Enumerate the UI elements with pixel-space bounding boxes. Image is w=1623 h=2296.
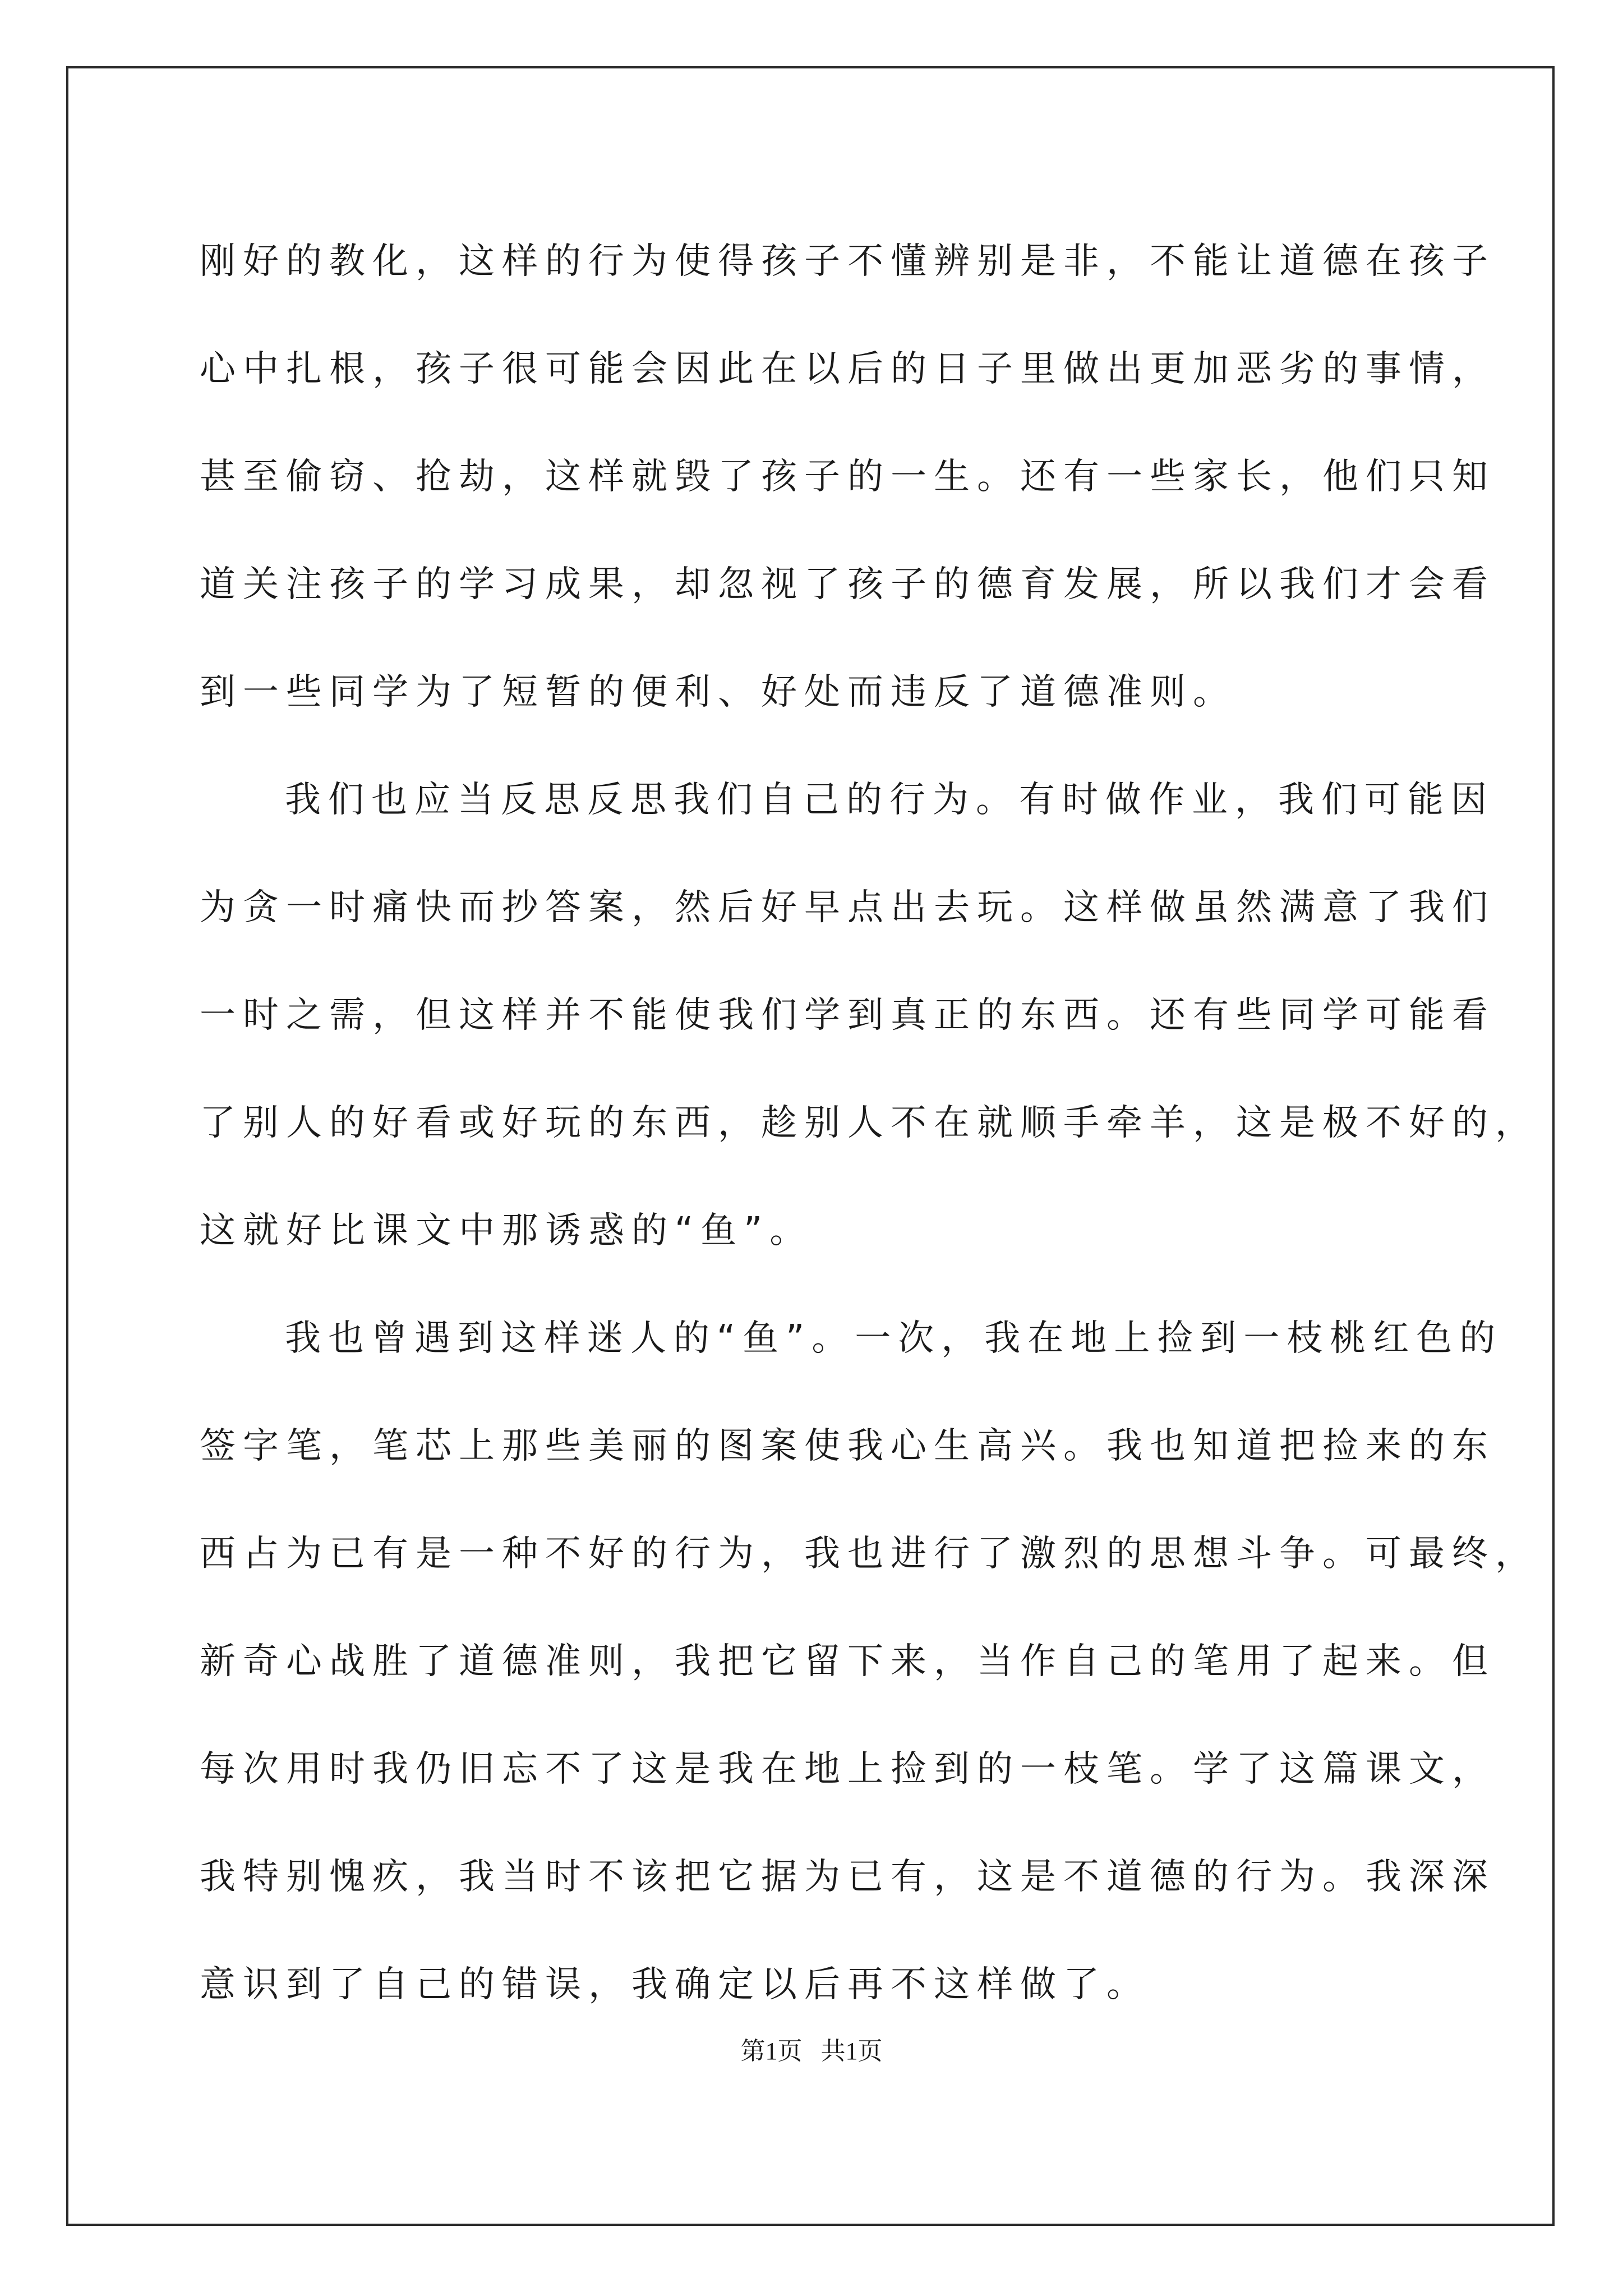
text-line: 每次用时我仍旧忘不了这是我在地上捡到的一枝笔。学了这篇课文， — [200, 1749, 1495, 1790]
page-number-footer: 第1页 共1页 — [740, 2037, 883, 2065]
text-line: 一时之需，但这样并不能使我们学到真正的东西。还有些同学可能看 — [200, 995, 1495, 1036]
text-line: 甚至偷窃、抢劫，这样就毁了孩子的一生。还有一些家长，他们只知 — [200, 456, 1495, 498]
text-line: 为贪一时痛快而抄答案，然后好早点出去玩。这样做虽然满意了我们 — [200, 887, 1495, 928]
text-line: 这就好比课文中那诱惑的“鱼”。 — [200, 1210, 813, 1251]
paragraph-first-line: 我们也应当反思反思我们自己的行为。有时做作业，我们可能因 — [285, 779, 1494, 821]
text-line: 到一些同学为了短暂的便利、好处而违反了道德准则。 — [200, 671, 1236, 713]
text-line: 我特别愧疚，我当时不该把它据为已有，这是不道德的行为。我深深 — [200, 1856, 1495, 1898]
text-line: 意识到了自己的错误，我确定以后再不这样做了。 — [200, 1964, 1150, 2005]
text-line: 新奇心战胜了道德准则，我把它留下来，当作自己的笔用了起来。但 — [200, 1641, 1495, 1682]
document-body — [200, 208, 1538, 2039]
text-line: 刚好的教化，这样的行为使得孩子不懂辨别是非，不能让道德在孩子 — [200, 241, 1495, 282]
paragraph-first-line: 我也曾遇到这样迷人的“鱼”。一次，我在地上捡到一枝桃红色的 — [285, 1318, 1503, 1359]
text-line: 西占为已有是一种不好的行为，我也进行了激烈的思想斗争。可最终， — [200, 1533, 1538, 1575]
text-line: 道关注孩子的学习成果，却忽视了孩子的德育发展，所以我们才会看 — [200, 564, 1495, 605]
text-line: 了别人的好看或好玩的东西，趁别人不在就顺手牵羊，这是极不好的， — [200, 1102, 1538, 1144]
text-line: 心中扎根，孩子很可能会因此在以后的日子里做出更加恶劣的事情， — [200, 348, 1495, 390]
text-line: 签字笔，笔芯上那些美丽的图案使我心生高兴。我也知道把捡来的东 — [200, 1425, 1495, 1467]
